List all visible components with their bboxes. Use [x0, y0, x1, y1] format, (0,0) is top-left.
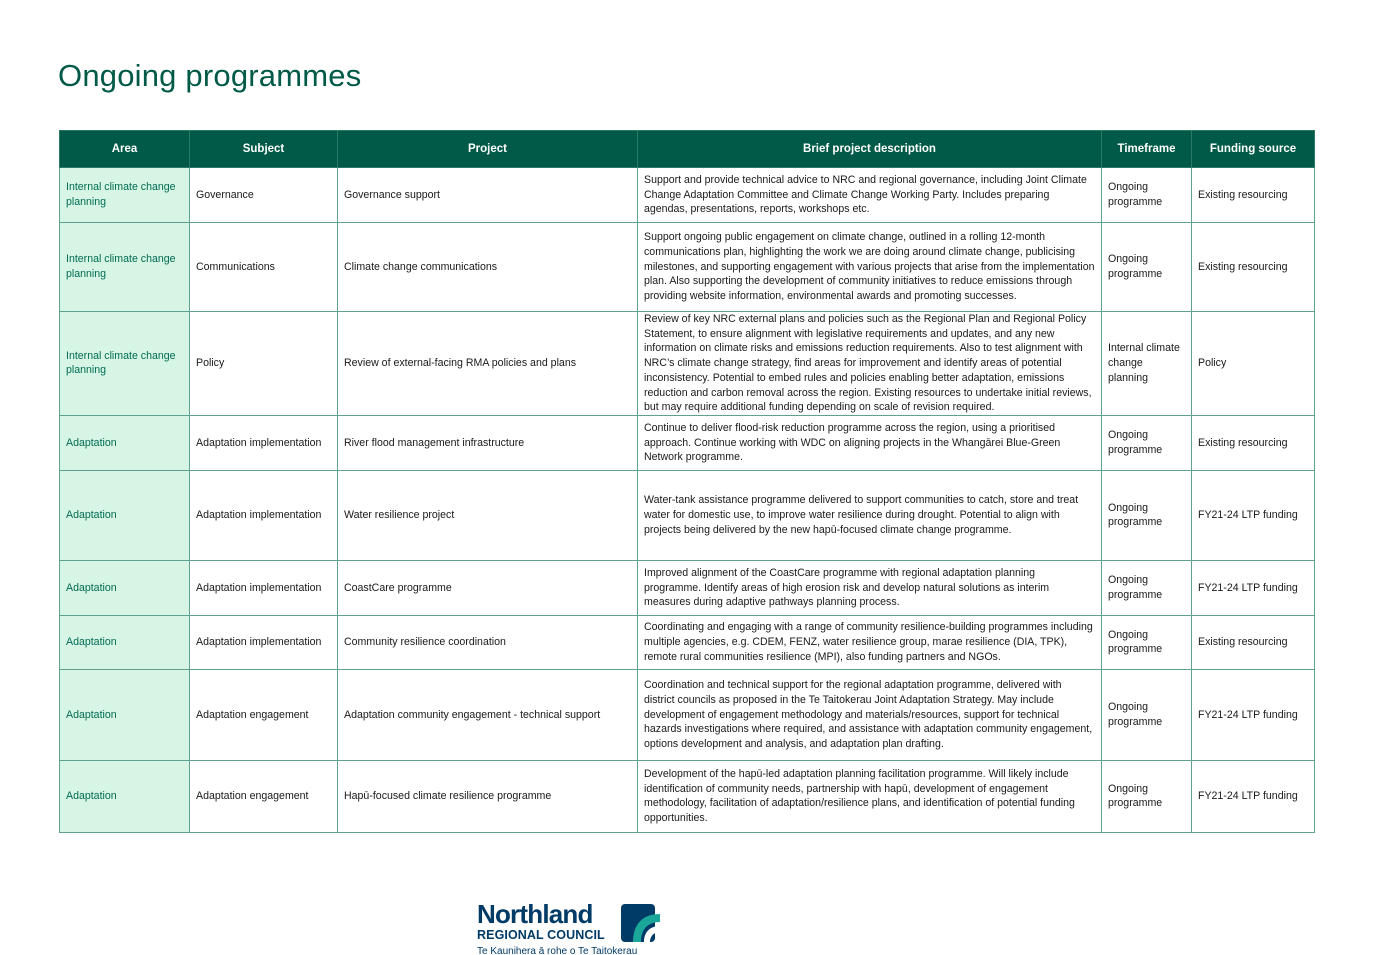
description-cell: Water-tank assistance programme delivered to support communities to catch, store and treat water for domestic use, to improve water resilience during drought. Potential to align with projects being delivered by the new hapū-focused climate change programme.: [638, 470, 1102, 560]
table-row: [60, 312, 1315, 416]
project-cell: Community resilience coordination: [338, 615, 638, 669]
table-row: [60, 669, 1315, 760]
area-cell: Adaptation: [60, 415, 190, 470]
table-row: [60, 615, 1315, 669]
logo-subtitle: REGIONAL COUNCIL: [477, 928, 605, 942]
funding-source-cell: Existing resourcing: [1192, 615, 1315, 669]
project-cell: CoastCare programme: [338, 560, 638, 615]
funding-source-cell: FY21-24 LTP funding: [1192, 560, 1315, 615]
project-cell: Review of external-facing RMA policies and plans: [338, 312, 638, 416]
timeframe-cell: Ongoing programme: [1102, 560, 1192, 615]
description-cell: Continue to deliver flood-risk reduction programme across the region, using a prioritised approach. Continue working with WDC on aligning projects in the Whangārei Blue-Green Network programme.: [638, 415, 1102, 470]
column-header-project: Project: [338, 131, 638, 168]
area-cell: Internal climate change planning: [60, 312, 190, 416]
project-cell: Climate change communications: [338, 223, 638, 312]
description-cell: Development of the hapū-led adaptation planning facilitation programme. Will likely include identification of community needs, partnership with hapū, development of engagement methodology, facilitation of adaptation/resilience plans, and identification of potential funding opportunities.: [638, 760, 1102, 832]
subject-cell: Adaptation implementation: [190, 415, 338, 470]
programmes-table: [59, 130, 1315, 833]
subject-cell: Adaptation implementation: [190, 470, 338, 560]
table-row: [60, 760, 1315, 832]
project-cell: Governance support: [338, 168, 638, 223]
project-cell: Adaptation community engagement - technical support: [338, 669, 638, 760]
area-cell: Adaptation: [60, 669, 190, 760]
area-cell: Internal climate change planning: [60, 223, 190, 312]
logo-tagline: Te Kaunihera ā rohe o Te Taitokerau: [477, 946, 638, 955]
project-cell: River flood management infrastructure: [338, 415, 638, 470]
description-cell: Coordinating and engaging with a range of community resilience-building programmes including multiple agencies, e.g. CDEM, FENZ, water resilience group, marae resilience (DIA, TPK), remote rural communities resilience (MPI), also funding partners and NGOs.: [638, 615, 1102, 669]
subject-cell: Adaptation engagement: [190, 760, 338, 832]
funding-source-cell: Existing resourcing: [1192, 168, 1315, 223]
area-cell: Adaptation: [60, 560, 190, 615]
page-title: Ongoing programmes: [58, 58, 362, 93]
funding-source-cell: Policy: [1192, 312, 1315, 416]
description-cell: Support and provide technical advice to NRC and regional governance, including Joint Climate Change Adaptation Committee and Climate Change Working Party. Includes preparing agendas, presentations, reports, workshops etc.: [638, 168, 1102, 223]
logo-name: Northland: [477, 899, 593, 929]
subject-cell: Communications: [190, 223, 338, 312]
table-row: [60, 223, 1315, 312]
area-cell: Adaptation: [60, 760, 190, 832]
timeframe-cell: Internal climate change planning: [1102, 312, 1192, 416]
description-cell: Coordination and technical support for the regional adaptation programme, delivered with district councils as proposed in the Te Taitokerau Joint Adaptation Strategy. May include development of engagement methodology and materials/resources, support for technical hazards investigations where required, and assistance with adaptation community engagement, options development and analysis, and adaptation plan drafting.: [638, 669, 1102, 760]
timeframe-cell: Ongoing programme: [1102, 615, 1192, 669]
description-cell: Review of key NRC external plans and policies such as the Regional Plan and Regional Policy Statement, to ensure alignment with legislative requirements and updates, and any new information on climate risks and emissions reduction requirements. Also to test alignment with NRC’s climate change strategy, find areas for improvement and identify areas of potential inconsistency. Potential to embed rules and policies enabling better adaptation, emissions reduction and carbon removal across the region. Existing resources to undertake initial reviews, but may require additional funding depending on scale of revision required.: [638, 312, 1102, 416]
description-cell: Support ongoing public engagement on climate change, outlined in a rolling 12-month communications plan, highlighting the work we are doing around climate change, publicising milestones, and supporting engagement with various projects that arise from the implementation plan. Also supporting the development of community initiatives to reduce emissions through providing website information, environmental awards and promoting successes.: [638, 223, 1102, 312]
subject-cell: Adaptation implementation: [190, 615, 338, 669]
column-header-description: Brief project description: [638, 131, 1102, 168]
description-cell: Improved alignment of the CoastCare programme with regional adaptation planning programme. Identify areas of high erosion risk and develop natural solutions as interim measures during adaptive pathways planning process.: [638, 560, 1102, 615]
timeframe-cell: Ongoing programme: [1102, 168, 1192, 223]
subject-cell: Adaptation implementation: [190, 560, 338, 615]
table-row: [60, 415, 1315, 470]
area-cell: Internal climate change planning: [60, 168, 190, 223]
funding-source-cell: FY21-24 LTP funding: [1192, 470, 1315, 560]
column-header-area: Area: [60, 131, 190, 168]
table-row: [60, 168, 1315, 223]
timeframe-cell: Ongoing programme: [1102, 470, 1192, 560]
northland-regional-council-logo: [477, 899, 677, 955]
council-emblem-icon: [620, 901, 662, 943]
subject-cell: Adaptation engagement: [190, 669, 338, 760]
table-row: [60, 560, 1315, 615]
timeframe-cell: Ongoing programme: [1102, 760, 1192, 832]
column-header-subject: Subject: [190, 131, 338, 168]
funding-source-cell: Existing resourcing: [1192, 223, 1315, 312]
timeframe-cell: Ongoing programme: [1102, 415, 1192, 470]
table-header-row: [60, 131, 1315, 168]
area-cell: Adaptation: [60, 615, 190, 669]
area-cell: Adaptation: [60, 470, 190, 560]
column-header-timeframe: Timeframe: [1102, 131, 1192, 168]
funding-source-cell: FY21-24 LTP funding: [1192, 760, 1315, 832]
project-cell: Water resilience project: [338, 470, 638, 560]
funding-source-cell: Existing resourcing: [1192, 415, 1315, 470]
timeframe-cell: Ongoing programme: [1102, 669, 1192, 760]
timeframe-cell: Ongoing programme: [1102, 223, 1192, 312]
table-row: [60, 470, 1315, 560]
funding-source-cell: FY21-24 LTP funding: [1192, 669, 1315, 760]
subject-cell: Governance: [190, 168, 338, 223]
project-cell: Hapū-focused climate resilience programme: [338, 760, 638, 832]
column-header-funding-source: Funding source: [1192, 131, 1315, 168]
subject-cell: Policy: [190, 312, 338, 416]
